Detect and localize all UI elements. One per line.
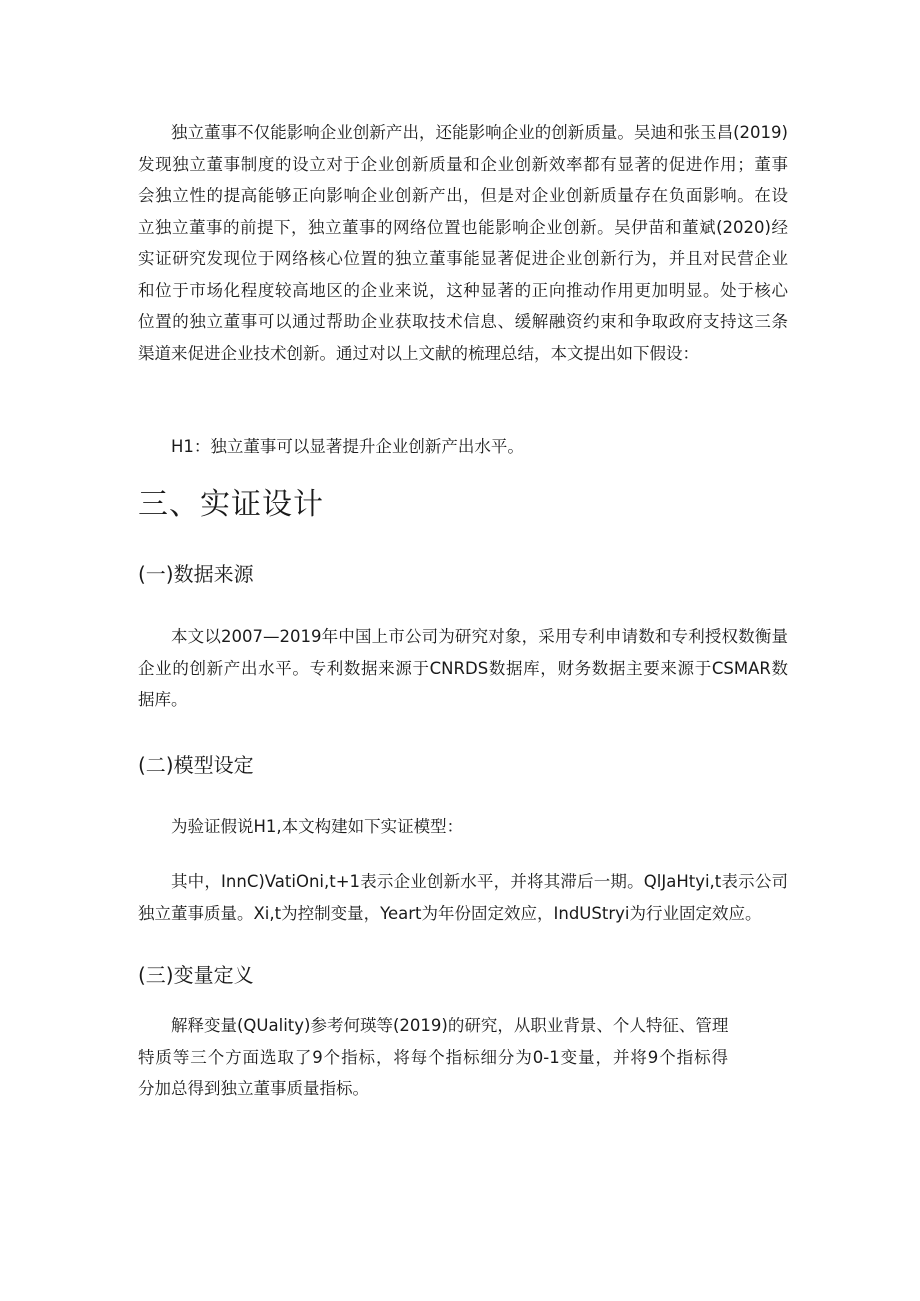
section-heading: 三、实证设计 (138, 487, 324, 522)
text-line: 据库。 (138, 690, 188, 709)
text-line: 本文以2007—2019年中国上市公司为研究对象，采用专利申请数和专利授权数衡量 (171, 627, 788, 646)
text-line: 位置的独立董事可以通过帮助企业获取技术信息、缓解融资约束和争取政府支持这三条 (138, 312, 788, 331)
paragraph-variables (138, 1010, 728, 1105)
text-line: 企业的创新产出水平。专利数据来源于CNRDS数据库，财务数据主要来源于CSMAR数 (138, 658, 788, 678)
subsection-heading-model: (二)模型设定 (138, 753, 254, 777)
text-line: 渠道来促进企业技术创新。通过对以上文献的梳理总结，本文提出如下假设： (138, 343, 699, 363)
text-line: 立独立董事的前提下，独立董事的网络位置也能影响企业创新。吴伊苗和董斌(2020)经 (138, 217, 788, 237)
paragraph-model-vars (138, 866, 788, 929)
text-line: 和位于市场化程度较高地区的企业来说，这种显著的正向推动作用更加明显。处于核心 (138, 280, 788, 300)
subsection-heading-data-source: (一)数据来源 (138, 562, 254, 586)
text-line: 解释变量(QUality)参考何瑛等(2019)的研究，从职业背景、个人特征、管理 (171, 1016, 729, 1035)
text-line: 实证研究发现位于网络核心位置的独立董事能显著促进企业创新行为，并且对民营企业 (138, 249, 788, 268)
text-line: 独立董事质量。Xi,t为控制变量，Yeart为年份固定效应，IndUStryi为行业固定效应。 (138, 903, 762, 923)
subsection-heading-variables: (三)变量定义 (138, 963, 254, 987)
model-intro: 为验证假说H1,本文构建如下实证模型： (171, 817, 464, 836)
text-line: 其中，InnC)VatiOni,t+1表示企业创新水平，并将其滞后一期。QlJaHtyi,t表示公司 (171, 872, 788, 891)
paragraph-data-source (138, 621, 788, 716)
text-line: 发现独立董事制度的设立对于企业创新质量和企业创新效率都有显著的促进作用；董事 (138, 154, 788, 174)
hypothesis-h1: H1：独立董事可以显著提升企业创新产出水平。 (171, 437, 524, 456)
text-line: 会独立性的提高能够正向影响企业创新产出，但是对企业创新质量存在负面影响。在设 (138, 186, 788, 205)
paragraph-literature (138, 117, 788, 369)
text-line: 特质等三个方面选取了9个指标，将每个指标细分为0-1变量，并将9个指标得 (138, 1047, 728, 1067)
text-line: 分加总得到独立董事质量指标。 (138, 1079, 369, 1098)
text-line: 独立董事不仅能影响企业创新产出，还能影响企业的创新质量。吴迪和张玉昌(2019) (171, 123, 788, 142)
